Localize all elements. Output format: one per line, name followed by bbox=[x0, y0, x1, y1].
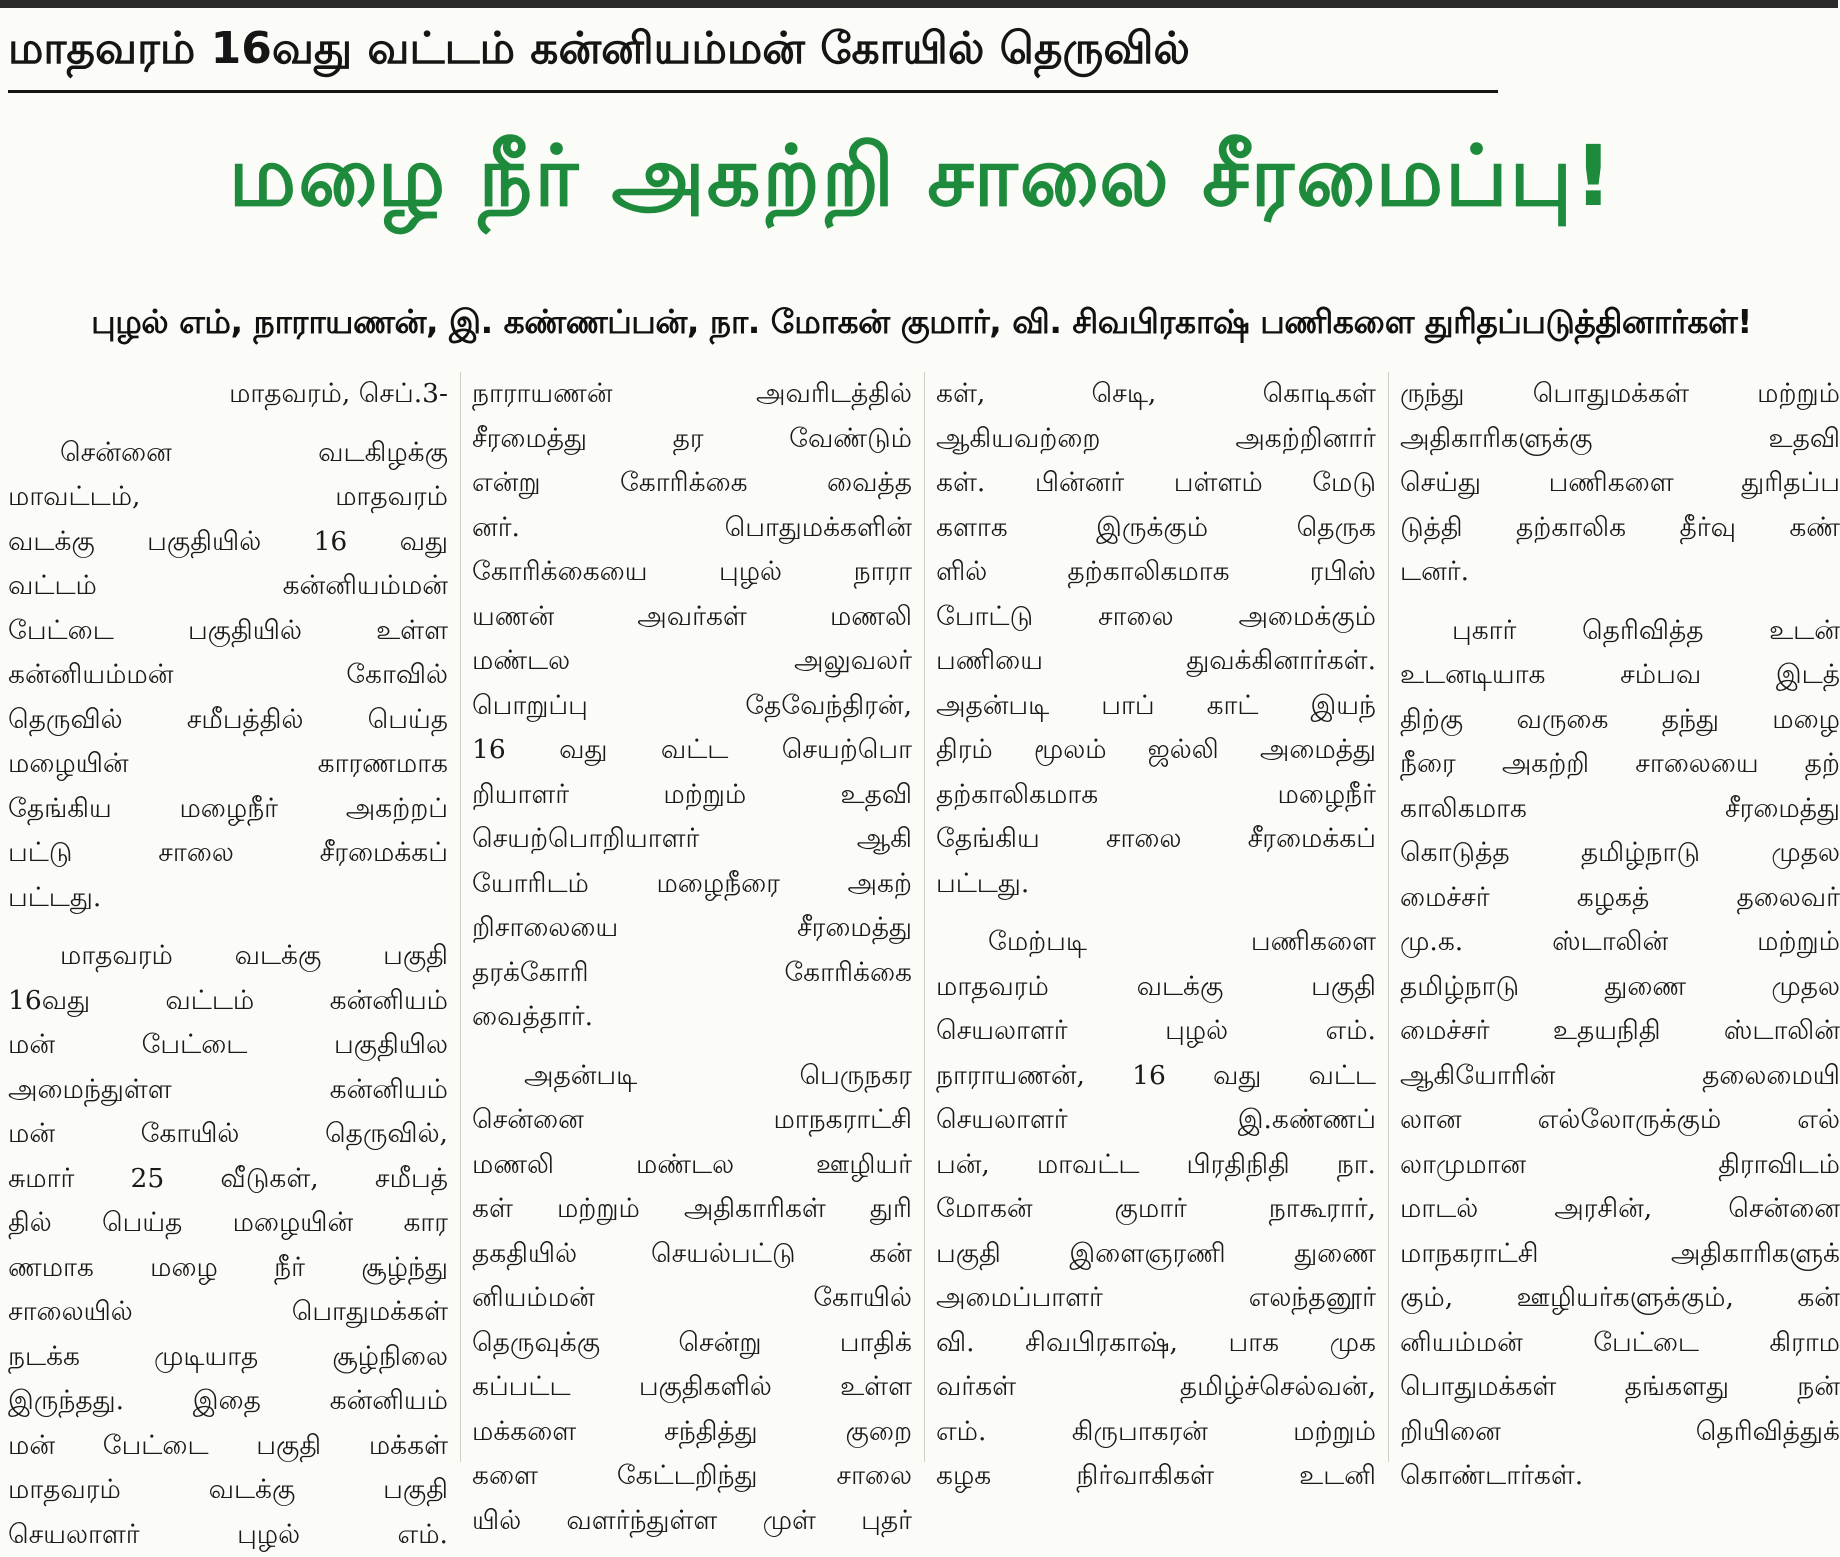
paragraph-gap bbox=[936, 906, 1376, 920]
article-line: மன் பேட்டை பகுதியில bbox=[8, 1023, 448, 1068]
article-line: யில் வளர்ந்துள்ள முள் புதர் bbox=[472, 1499, 912, 1544]
article-line: திற்கு வருகை தந்து மழை bbox=[1400, 698, 1840, 743]
column-divider bbox=[924, 372, 925, 1462]
article-line: மாநகராட்சி அதிகாரிகளுக் bbox=[1400, 1232, 1840, 1277]
article-line: 16 வது வட்ட செயற்பொ bbox=[472, 728, 912, 773]
article-line: மன் கோயில் தெருவில், bbox=[8, 1112, 448, 1157]
article-line: எம். கிருபாகரன் மற்றும் bbox=[936, 1410, 1376, 1455]
article-line: யணன் அவர்கள் மணலி bbox=[472, 595, 912, 640]
article-column-3 bbox=[936, 372, 1376, 1462]
article-line: னியம்மன் பேட்டை கிராம bbox=[1400, 1321, 1840, 1366]
paragraph-gap bbox=[8, 920, 448, 934]
article-line: தகதியில் செயல்பட்டு கன் bbox=[472, 1232, 912, 1277]
article-line: கள், செடி, கொடிகள் bbox=[936, 372, 1376, 417]
article-line: இருந்தது. இதை கன்னியம் bbox=[8, 1379, 448, 1424]
article-line: மாவட்டம், மாதவரம் bbox=[8, 475, 448, 520]
article-line: தெருவுக்கு சென்று பாதிக் bbox=[472, 1321, 912, 1366]
article-line: அதன்படி பெருநகர bbox=[472, 1054, 912, 1099]
article-line: மு.க. ஸ்டாலின் மற்றும் bbox=[1400, 920, 1840, 965]
article-line: செயலாளர் இ.கண்ணப் bbox=[936, 1098, 1376, 1143]
article-column-4 bbox=[1400, 372, 1840, 1462]
article-line: செயற்பொறியாளர் ஆகி bbox=[472, 817, 912, 862]
kicker-underline bbox=[8, 90, 1498, 93]
article-line: மாடல் அரசின், சென்னை bbox=[1400, 1187, 1840, 1232]
article-line: அதன்படி பாப் காட் இயந் bbox=[936, 684, 1376, 729]
article-line: பொதுமக்கள் தங்களது நன் bbox=[1400, 1365, 1840, 1410]
article-line: திரம் மூலம் ஜல்லி அமைத்து bbox=[936, 728, 1376, 773]
article-line: சீரமைத்து தர வேண்டும் bbox=[472, 417, 912, 462]
article-line: பணியை துவக்கினார்கள். bbox=[936, 639, 1376, 684]
article-line: றியினை தெரிவித்துக் bbox=[1400, 1410, 1840, 1455]
article-line: தில் பெய்த மழையின் கார bbox=[8, 1201, 448, 1246]
article-line: போட்டு சாலை அமைக்கும் bbox=[936, 595, 1376, 640]
article-line: களை கேட்டறிந்து சாலை bbox=[472, 1454, 912, 1499]
article-line: மாதவரம் வடக்கு பகுதி bbox=[8, 934, 448, 979]
article-line: பொறுப்பு தேவேந்திரன், bbox=[472, 684, 912, 729]
article-line: னியம்மன் கோயில் bbox=[472, 1276, 912, 1321]
article-line: லாமுமான திராவிடம் bbox=[1400, 1143, 1840, 1188]
article-line: நடக்க முடியாத சூழ்நிலை bbox=[8, 1335, 448, 1380]
article-line: பேட்டை பகுதியில் உள்ள bbox=[8, 609, 448, 654]
article-line: நாராயணன், 16 வது வட்ட bbox=[936, 1054, 1376, 1099]
article-line: மோகன் குமார் நாகூரார், bbox=[936, 1187, 1376, 1232]
article-line: தற்காலிகமாக மழைநீர் bbox=[936, 773, 1376, 818]
article-line: வட்டம் கன்னியம்மன் bbox=[8, 564, 448, 609]
article-line: காலிகமாக சீரமைத்து bbox=[1400, 787, 1840, 832]
paragraph-gap bbox=[8, 417, 448, 431]
article-line: பட்டு சாலை சீரமைக்கப் bbox=[8, 831, 448, 876]
article-line: கள் மற்றும் அதிகாரிகள் துரி bbox=[472, 1187, 912, 1232]
article-line: தமிழ்நாடு துணை முதல bbox=[1400, 965, 1840, 1010]
top-border-strip bbox=[0, 0, 1838, 8]
column-divider bbox=[460, 372, 461, 1462]
article-line: மக்களை சந்தித்து குறை bbox=[472, 1410, 912, 1455]
article-line: றியாளர் மற்றும் உதவி bbox=[472, 773, 912, 818]
article-line: ளில் தற்காலிகமாக ரபிஸ் bbox=[936, 550, 1376, 595]
article-line: மாதவரம் வடக்கு பகுதி bbox=[936, 965, 1376, 1010]
article-line: நாராயணன் அவரிடத்தில் bbox=[472, 372, 912, 417]
article-line: மேற்படி பணிகளை bbox=[936, 920, 1376, 965]
main-headline: மழை நீர் அகற்றி சாலை சீரமைப்பு! bbox=[14, 106, 1829, 246]
article-line: 16வது வட்டம் கன்னியம் bbox=[8, 979, 448, 1024]
article-line: மண்டல அலுவலர் bbox=[472, 639, 912, 684]
article-line: களாக இருக்கும் தெருக bbox=[936, 506, 1376, 551]
article-line: அமைப்பாளர் எலந்தனூர் bbox=[936, 1276, 1376, 1321]
article-line: யோரிடம் மழைநீரை அகற் bbox=[472, 862, 912, 907]
article-line: தேங்கிய மழைநீர் அகற்றப் bbox=[8, 787, 448, 832]
article-line: அமைந்துள்ள கன்னியம் bbox=[8, 1068, 448, 1113]
article-line: மாதவரம் வடக்கு பகுதி bbox=[8, 1468, 448, 1513]
article-line: டனர். bbox=[1400, 550, 1840, 595]
column-divider bbox=[1388, 372, 1389, 1462]
article-line: ஆகியோரின் தலைமையி bbox=[1400, 1054, 1840, 1099]
article-line: பட்டது. bbox=[936, 862, 1376, 907]
paragraph-gap bbox=[1400, 595, 1840, 609]
article-body bbox=[8, 372, 1830, 1462]
article-line: அதிகாரிகளுக்கு உதவி bbox=[1400, 417, 1840, 462]
article-line: வர்கள் தமிழ்ச்செல்வன், bbox=[936, 1365, 1376, 1410]
sub-headline: புழல் எம், நாராயணன், இ. கண்ணப்பன், நா. மோகன் குமார், வி. சிவபிரகாஷ் பணிகளை துரிதப்படுத்தினார்கள்! bbox=[14, 282, 1829, 362]
article-line: நீரை அகற்றி சாலையை தற் bbox=[1400, 742, 1840, 787]
article-column-2 bbox=[472, 372, 912, 1462]
article-line: ணமாக மழை நீர் சூழ்ந்து bbox=[8, 1246, 448, 1291]
article-line: செயலாளர் புழல் எம். bbox=[8, 1513, 448, 1557]
article-line: என்று கோரிக்கை வைத்த bbox=[472, 461, 912, 506]
article-line: மழையின் காரணமாக bbox=[8, 742, 448, 787]
article-line: வி. சிவபிரகாஷ், பாக முக bbox=[936, 1321, 1376, 1366]
article-line: பகுதி இளைஞரணி துணை bbox=[936, 1232, 1376, 1277]
article-line: தரக்கோரி கோரிக்கை bbox=[472, 951, 912, 996]
kicker-headline: மாதவரம் 16வது வட்டம் கன்னியம்மன் கோயில் தெருவில் bbox=[8, 14, 1498, 84]
article-line: பட்டது. bbox=[8, 876, 448, 921]
article-line: சுமார் 25 வீடுகள், சமீபத் bbox=[8, 1157, 448, 1202]
article-line: கள். பின்னர் பள்ளம் மேடு bbox=[936, 461, 1376, 506]
article-line: செயலாளர் புழல் எம். bbox=[936, 1009, 1376, 1054]
article-line: கும், ஊழியர்களுக்கும், கன் bbox=[1400, 1276, 1840, 1321]
article-column-1 bbox=[8, 372, 448, 1462]
article-line: டுத்தி தற்காலிக தீர்வு கண் bbox=[1400, 506, 1840, 551]
article-line: புகார் தெரிவித்த உடன் bbox=[1400, 609, 1840, 654]
article-line: கோரிக்கையை புழல் நாரா bbox=[472, 550, 912, 595]
article-line: உடனடியாக சம்பவ இடத் bbox=[1400, 653, 1840, 698]
article-line: கப்பட்ட பகுதிகளில் உள்ள bbox=[472, 1365, 912, 1410]
article-line: கொடுத்த தமிழ்நாடு முதல bbox=[1400, 831, 1840, 876]
article-line: லான எல்லோருக்கும் எல் bbox=[1400, 1098, 1840, 1143]
article-line: றிசாலையை சீரமைத்து bbox=[472, 906, 912, 951]
article-line: வடக்கு பகுதியில் 16 வது bbox=[8, 520, 448, 565]
article-line: வைத்தார். bbox=[472, 995, 912, 1040]
article-line: சென்னை மாநகராட்சி bbox=[472, 1098, 912, 1143]
paragraph-gap bbox=[472, 1040, 912, 1054]
article-line: மைச்சர் கழகத் தலைவர் bbox=[1400, 876, 1840, 921]
article-line: தெருவில் சமீபத்தில் பெய்த bbox=[8, 698, 448, 743]
article-line: கன்னியம்மன் கோவில் bbox=[8, 653, 448, 698]
article-line: மைச்சர் உதயநிதி ஸ்டாலின் bbox=[1400, 1009, 1840, 1054]
article-line: கழக நிர்வாகிகள் உடனி bbox=[936, 1454, 1376, 1499]
article-line: சென்னை வடகிழக்கு bbox=[8, 431, 448, 476]
article-line: தேங்கிய சாலை சீரமைக்கப் bbox=[936, 817, 1376, 862]
article-line: பன், மாவட்ட பிரதிநிதி நா. bbox=[936, 1143, 1376, 1188]
article-line: ஆகியவற்றை அகற்றினார் bbox=[936, 417, 1376, 462]
article-line: மாதவரம், செப்.3- bbox=[8, 372, 448, 417]
article-line: கொண்டார்கள். bbox=[1400, 1454, 1840, 1499]
article-line: செய்து பணிகளை துரிதப்ப bbox=[1400, 461, 1840, 506]
article-line: னர். பொதுமக்களின் bbox=[472, 506, 912, 551]
article-line: ருந்து பொதுமக்கள் மற்றும் bbox=[1400, 372, 1840, 417]
article-line: மன் பேட்டை பகுதி மக்கள் bbox=[8, 1424, 448, 1469]
article-line: சாலையில் பொதுமக்கள் bbox=[8, 1290, 448, 1335]
article-line: மணலி மண்டல ஊழியர் bbox=[472, 1143, 912, 1188]
